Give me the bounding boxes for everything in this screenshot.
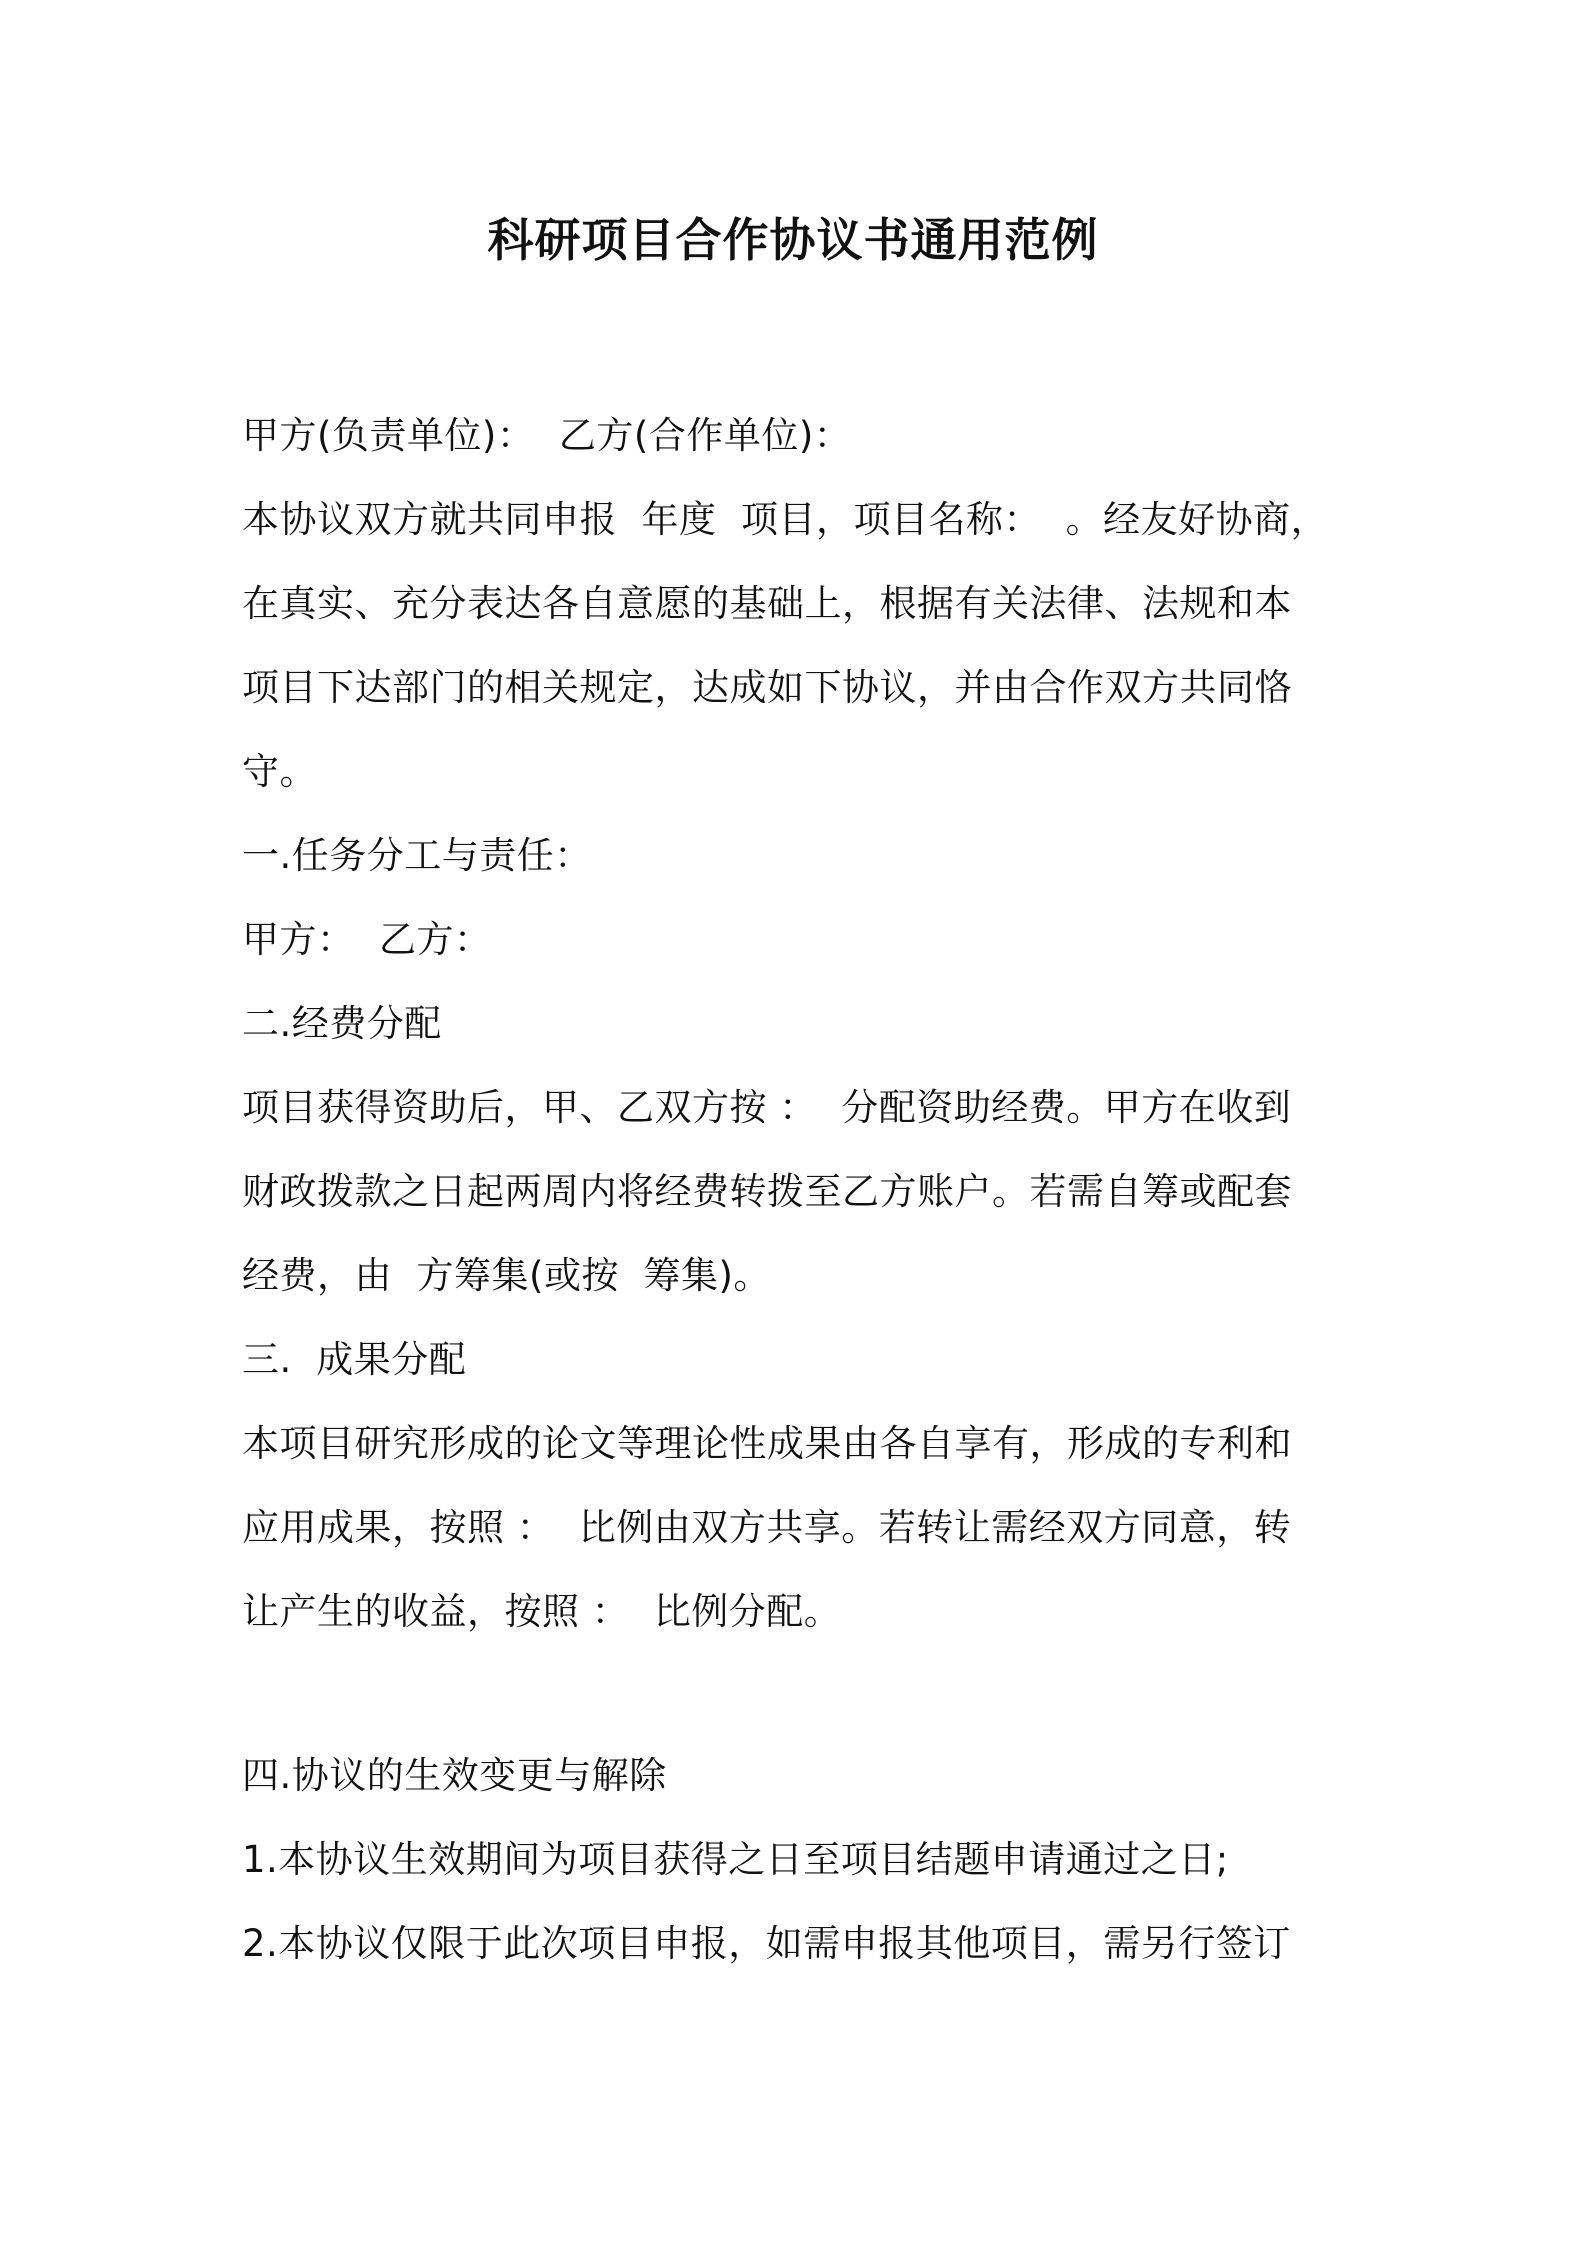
intro-line-1: 本协议双方就共同申报 年度 项目，项目名称： 。经友好协商， [242, 498, 1329, 541]
section4-item-2: 2.本协议仅限于此次项目申报，如需申报其他项目，需另行签订 [242, 1922, 1291, 1965]
parties-line: 甲方(负责单位)： 乙方(合作单位)： [242, 414, 852, 457]
section3-line-1: 本项目研究形成的论文等理论性成果由各自享有，形成的专利和 [242, 1422, 1292, 1465]
section4-item-1: 1.本协议生效期间为项目获得之日至项目结题申请通过之日; [242, 1838, 1229, 1881]
section3-heading: 三. 成果分配 [242, 1338, 467, 1381]
section1-heading: 一.任务分工与责任： [242, 834, 592, 877]
intro-line-4: 守。 [242, 750, 317, 793]
section3-line-2: 应用成果，按照 ： 比例由双方共享。若转让需经双方同意，转 [242, 1506, 1292, 1549]
section1-content: 甲方： 乙方： [242, 918, 492, 961]
section2-line-1: 项目获得资助后，甲、乙双方按 ： 分配资助经费。甲方在收到 [242, 1086, 1292, 1129]
section4-heading: 四.协议的生效变更与解除 [242, 1754, 667, 1797]
section2-line-2: 财政拨款之日起两周内将经费转拨至乙方账户。若需自筹或配套 [242, 1170, 1292, 1213]
intro-line-3: 项目下达部门的相关规定，达成如下协议，并由合作双方共同恪 [242, 666, 1292, 709]
document-title: 科研项目合作协议书通用范例 [487, 213, 1099, 267]
section2-line-3: 经费，由 方筹集(或按 筹集)。 [242, 1254, 771, 1297]
section3-line-3: 让产生的收益，按照 ： 比例分配。 [242, 1590, 842, 1633]
section2-heading: 二.经费分配 [242, 1002, 442, 1045]
intro-line-2: 在真实、充分表达各自意愿的基础上，根据有关法律、法规和本 [242, 582, 1292, 625]
